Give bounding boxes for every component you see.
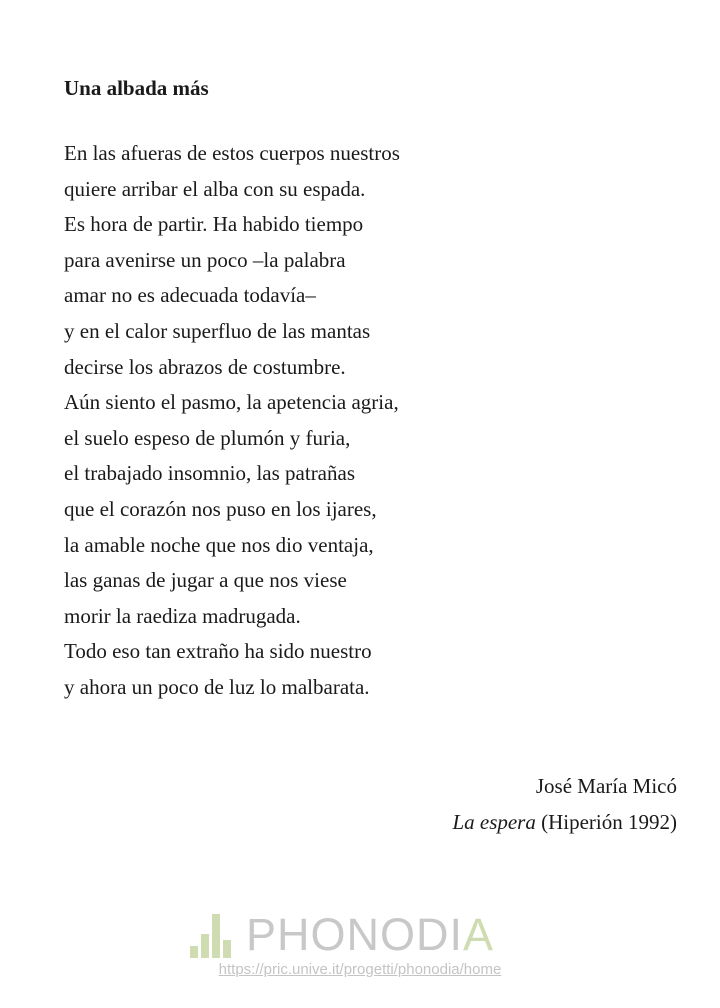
project-url-link[interactable]: https://pric.unive.it/progetti/phonodia/home <box>218 961 502 978</box>
poem-line: En las afueras de estos cuerpos nuestros <box>64 141 400 165</box>
poem-title: Una albada más <box>64 76 209 100</box>
publication-info: (Hiperión 1992) <box>535 810 677 834</box>
poem-line: que el corazón nos puso en los ijares, <box>64 496 377 521</box>
poem-line: decirse los abrazos de costumbre. <box>64 354 346 379</box>
source-reference <box>452 804 677 840</box>
attribution <box>452 768 677 840</box>
poem-line: y ahora un poco de luz lo malbarata. <box>64 674 370 699</box>
poem-line: Es hora de partir. Ha habido tiempo <box>64 212 364 237</box>
poem-line: amar no es adecuada todavía– <box>64 283 316 308</box>
logo-wordmark: PHONODIA <box>246 909 495 960</box>
bar-chart-logo-icon <box>190 912 234 958</box>
poem-line: el suelo espeso de plumón y furia, <box>64 425 351 450</box>
phonodia-logo <box>190 909 495 960</box>
poem-line: y en el calor superfluo de las mantas <box>64 318 371 343</box>
poem-line: quiere arribar el alba con su espada. <box>64 176 366 201</box>
poem-line: Todo eso tan extraño ha sido nuestro <box>64 639 372 664</box>
poem-body <box>64 136 400 706</box>
poem-line: morir la raediza madrugada. <box>64 603 301 628</box>
poem-line: las ganas de jugar a que nos viese <box>64 568 347 593</box>
poem-line: para avenirse un poco –la palabra <box>64 247 346 272</box>
book-title: La espera <box>452 810 536 834</box>
author-name: José María Micó <box>535 774 677 798</box>
poem-line: la amable noche que nos dio ventaja, <box>64 532 374 557</box>
poem-line: Aún siento el pasmo, la apetencia agria, <box>64 390 399 415</box>
poem-line: el trabajado insomnio, las patrañas <box>64 461 355 486</box>
